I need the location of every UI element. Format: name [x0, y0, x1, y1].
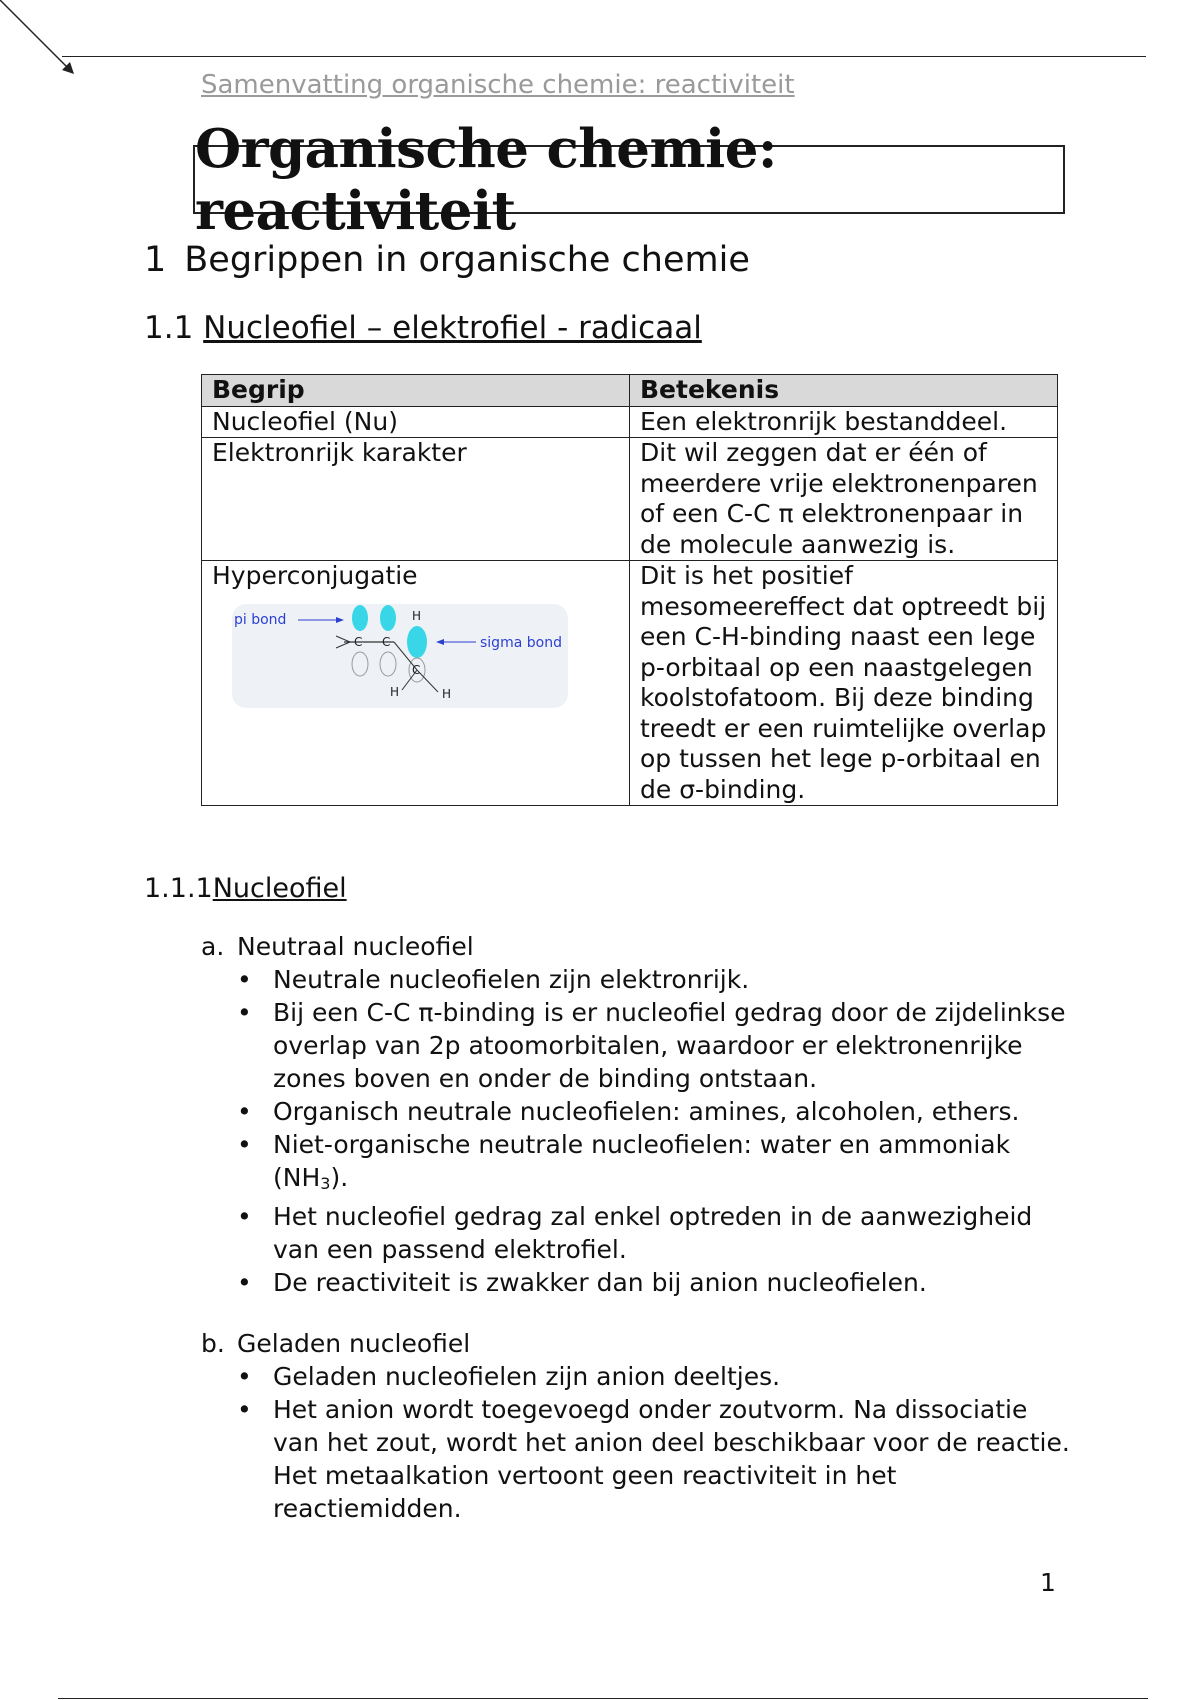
table-row [202, 561, 1058, 806]
list-item: • Neutrale nucleofielen zijn elektronrijk. [273, 963, 1073, 996]
list-letter: a. [201, 932, 225, 961]
header-link[interactable]: Samenvatting organische chemie: reactiviteit [201, 70, 795, 100]
subscript: 3 [320, 1174, 331, 1193]
section-heading-1-1 [144, 310, 702, 346]
list-title-text: Neutraal nucleofiel [237, 932, 474, 961]
table-cell-meaning: Dit wil zeggen dat er één of meerdere vrije elektronenparen of een C-C π elektronenpaar in de molecule aanwezig is. [630, 438, 1058, 561]
list-letter: b. [201, 1329, 225, 1358]
sigma-bond-label: sigma bond [480, 634, 562, 651]
section-title: Nucleofiel – elektrofiel - radicaal [203, 310, 702, 346]
footer-rule [58, 1698, 1148, 1699]
table-header-term: Begrip [202, 375, 630, 407]
section-title: Nucleofiel [212, 873, 347, 904]
hydrogen-atom-label: H [412, 608, 422, 623]
header-rule [62, 56, 1146, 57]
carbon-atom-label: C [412, 662, 421, 677]
list-item-text: Niet-organische neutrale nucleofielen: water en ammoniak (NH [273, 1130, 1011, 1192]
table-cell-meaning: Dit is het positief mesomeereffect dat optreedt bij een C-H-binding naast een lege p-orbitaal op een naastgelegen koolstofatoom. Bij deze binding treedt er een ruimtelijke overlap op tussen het lege p-orbitaal en de σ-binding. [630, 561, 1058, 806]
section-number: 1.1.1 [144, 873, 213, 904]
section-number: 1.1 [144, 310, 194, 346]
table-cell-term: Elektronrijk karakter [202, 438, 630, 561]
bullet-list [201, 963, 1073, 1299]
list-title-text: Geladen nucleofiel [237, 1329, 471, 1358]
bullet-list [201, 1360, 1073, 1525]
title-box [193, 117, 1065, 242]
orbital-lobe [380, 605, 396, 631]
list-item: • Het nucleofiel gedrag zal enkel optreden in de aanwezigheid van een passend elektrofiel. [273, 1200, 1073, 1266]
list-neutral-nucleophile [201, 930, 1073, 1299]
pi-bond-label: pi bond [234, 611, 287, 628]
list-title [201, 1327, 1073, 1360]
hyperconjugation-diagram [232, 604, 568, 708]
list-item: • Bij een C-C π-binding is er nucleofiel gedrag door de zijdelinkse overlap van 2p atoomorbitalen, waardoor er elektronenrijke zones boven en onder de binding ontstaan. [273, 996, 1073, 1095]
list-charged-nucleophile [201, 1327, 1073, 1525]
hydrogen-atom-label: H [390, 684, 400, 699]
list-item [273, 1128, 1073, 1200]
terms-table [201, 374, 1058, 806]
page-title: Organische chemie: reactiviteit [195, 117, 777, 242]
carbon-atom-label: C [354, 634, 363, 649]
table-cell-term-text: Hyperconjugatie [212, 561, 418, 590]
page-number: 1 [1040, 1568, 1056, 1597]
section-heading-1-1-1 [144, 873, 347, 904]
carbon-atom-label: C [382, 634, 391, 649]
list-item: • Geladen nucleofielen zijn anion deeltjes. [273, 1360, 1073, 1393]
list-item: • Organisch neutrale nucleofielen: amines, alcoholen, ethers. [273, 1095, 1073, 1128]
table-header-meaning: Betekenis [630, 375, 1058, 407]
table-cell-meaning: Een elektronrijk bestanddeel. [630, 406, 1058, 438]
orbital-lobe [352, 605, 368, 631]
table-cell-term [202, 561, 630, 806]
table-row [202, 406, 1058, 438]
section-heading-1 [144, 240, 750, 280]
section-title: Begrippen in organische chemie [184, 240, 750, 280]
table-cell-term: Nucleofiel (Nu) [202, 406, 630, 438]
orbital-lobe [407, 626, 427, 658]
list-title [201, 930, 1073, 963]
list-item: • Het anion wordt toegevoegd onder zoutvorm. Na dissociatie van het zout, wordt het anion deel beschikbaar voor de reactie. Het metaalkation vertoont geen reactiviteit in het reactiemidden. [273, 1393, 1073, 1525]
section-number: 1 [144, 240, 167, 280]
hydrogen-atom-label: H [442, 686, 452, 701]
table-row [202, 438, 1058, 561]
table-header-row [202, 375, 1058, 407]
list-item-text: ). [330, 1163, 349, 1192]
corner-arrow-icon [0, 0, 90, 90]
list-item: • De reactiviteit is zwakker dan bij anion nucleofielen. [273, 1266, 1073, 1299]
